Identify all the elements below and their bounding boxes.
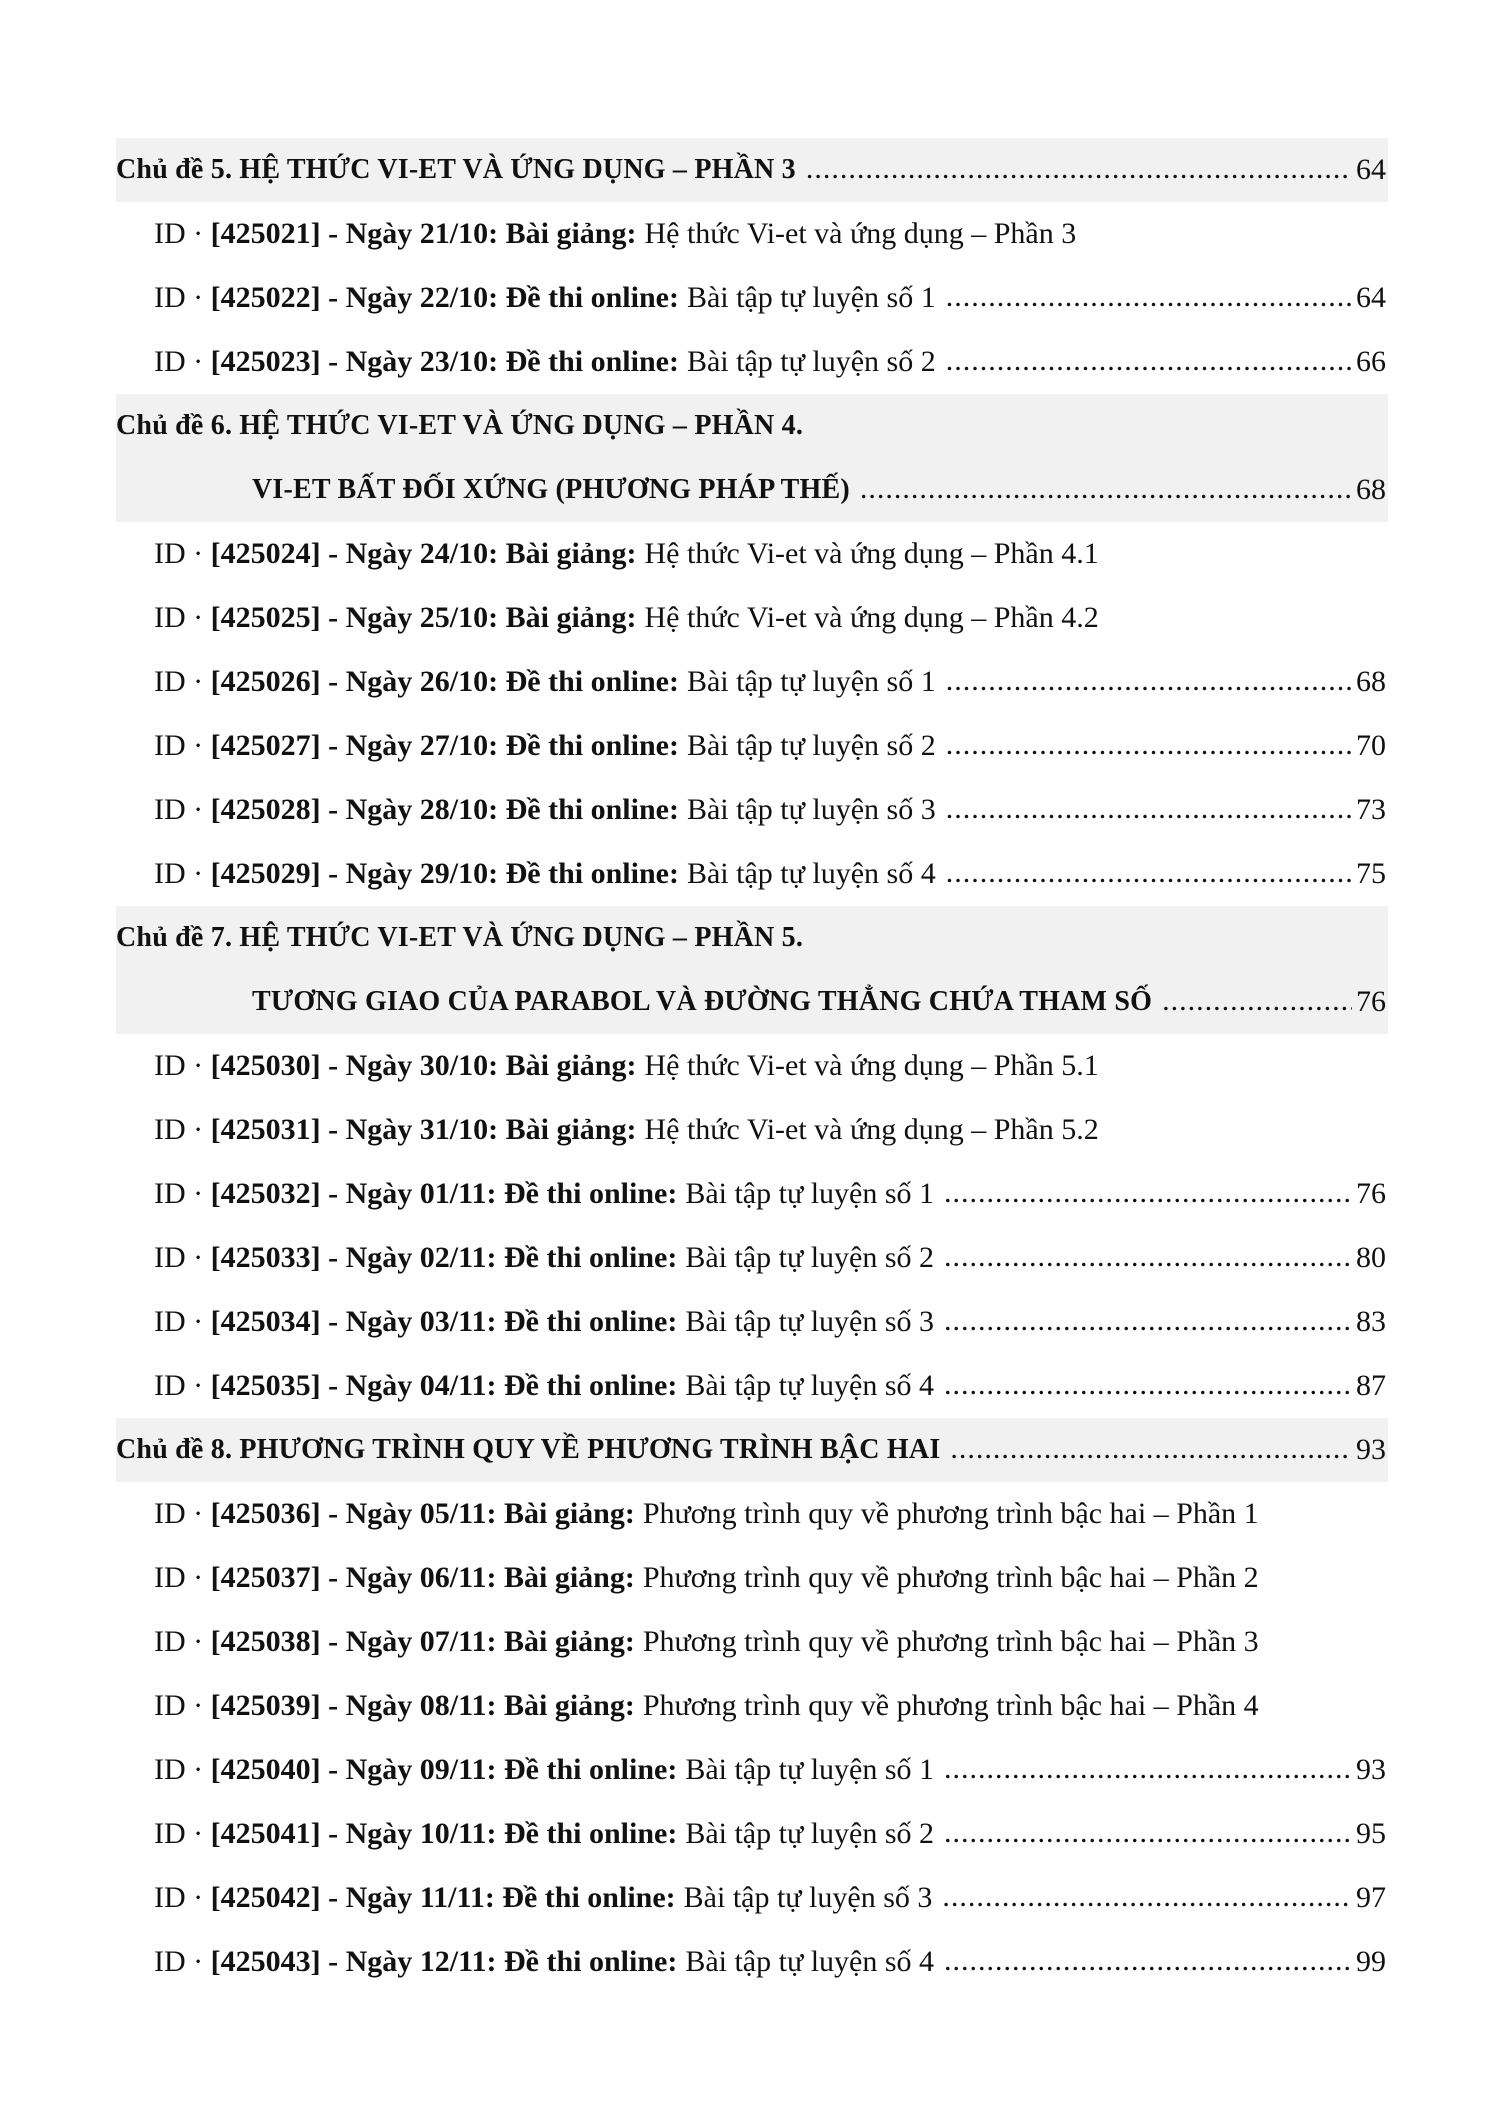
entry-title: Hệ thức Vi-et và ứng dụng – Phần 5.2 [644,1113,1099,1146]
entry-title: Bài tập tự luyện số 3 [683,1881,933,1914]
page-number: 97 [1356,1881,1386,1914]
topic-title: VI-ET BẤT ĐỐI XỨNG (PHƯƠNG PHÁP THẾ) [252,474,850,505]
page-number: 75 [1356,857,1386,890]
entry-id-prefix: ID · [154,281,204,314]
entry-id-prefix: ID · [154,1753,204,1786]
entry-key: [425043] - Ngày 12/11: [210,1945,497,1978]
entry-type-label: Đề thi online: [505,665,679,698]
entry-title: Phương trình quy về phương trình bậc hai – Phần 3 [642,1625,1259,1658]
page-number: 68 [1356,665,1386,698]
topic-title: TƯƠNG GIAO CỦA PARABOL VÀ ĐƯỜNG THẲNG CHỨA THAM SỐ [252,986,1153,1017]
dot-leader [950,1434,1352,1482]
dot-leader [946,858,1352,906]
entry-title: Bài tập tự luyện số 2 [686,729,936,762]
entry-id-prefix: ID · [154,793,204,826]
page-number: 70 [1356,729,1386,762]
toc-topic-heading[interactable] [116,906,1388,970]
toc-entry[interactable] [116,1290,1388,1354]
entry-title: Bài tập tự luyện số 4 [685,1945,935,1978]
entry-type-label: Bài giảng: [505,537,637,570]
dot-leader [946,346,1352,394]
dot-leader [944,1754,1352,1802]
toc-entry[interactable] [116,1354,1388,1418]
entry-type-label: Bài giảng: [505,601,637,634]
entry-id-prefix: ID · [154,1113,204,1146]
toc-entry[interactable] [116,202,1388,266]
entry-id-prefix: ID · [154,729,204,762]
entry-type-label: Đề thi online: [503,1753,678,1786]
topic-title: Chủ đề 6. HỆ THỨC VI-ET VÀ ỨNG DỤNG – PHẦN 4. [116,410,804,441]
entry-id-prefix: ID · [154,1497,204,1530]
entry-id-prefix: ID · [154,537,204,570]
toc-entry[interactable] [116,778,1388,842]
entry-title: Bài tập tự luyện số 4 [685,1369,935,1402]
entry-key: [425037] - Ngày 06/11: [210,1561,497,1594]
entry-title: Bài tập tự luyện số 3 [686,793,936,826]
table-of-contents [116,138,1388,1994]
topic-title: Chủ đề 5. HỆ THỨC VI-ET VÀ ỨNG DỤNG – PHẦN 3 [116,154,796,185]
entry-key: [425027] - Ngày 27/10: [210,729,499,762]
entry-type-label: Bài giảng: [505,217,637,250]
entry-type-label: Bài giảng: [505,1113,637,1146]
dot-leader [944,1818,1352,1866]
dot-leader [946,282,1352,330]
entry-key: [425025] - Ngày 25/10: [210,601,499,634]
entry-type-label: Đề thi online: [503,1305,678,1338]
entry-id-prefix: ID · [154,601,204,634]
toc-entry[interactable] [116,1610,1388,1674]
entry-title: Bài tập tự luyện số 1 [685,1177,935,1210]
entry-id-prefix: ID · [154,1945,204,1978]
page-number: 64 [1356,281,1386,314]
entry-id-prefix: ID · [154,857,204,890]
entry-key: [425031] - Ngày 31/10: [210,1113,499,1146]
toc-entry[interactable] [116,522,1388,586]
entry-id-prefix: ID · [154,1369,204,1402]
entry-key: [425024] - Ngày 24/10: [210,537,499,570]
toc-topic-heading[interactable] [116,1418,1388,1482]
entry-id-prefix: ID · [154,345,204,378]
entry-id-prefix: ID · [154,1625,204,1658]
toc-entry[interactable] [116,714,1388,778]
entry-id-prefix: ID · [154,217,204,250]
toc-entry[interactable] [116,1802,1388,1866]
entry-title: Hệ thức Vi-et và ứng dụng – Phần 4.2 [644,601,1099,634]
entry-key: [425040] - Ngày 09/11: [210,1753,497,1786]
entry-type-label: Đề thi online: [505,857,679,890]
entry-key: [425029] - Ngày 29/10: [210,857,499,890]
page-number: 95 [1356,1817,1386,1850]
page-number: 93 [1356,1753,1386,1786]
page-number: 76 [1356,1177,1386,1210]
entry-key: [425023] - Ngày 23/10: [210,345,499,378]
entry-key: [425041] - Ngày 10/11: [210,1817,497,1850]
page-number: 73 [1356,793,1386,826]
entry-key: [425032] - Ngày 01/11: [210,1177,497,1210]
entry-id-prefix: ID · [154,1241,204,1274]
page-number: 76 [1356,985,1386,1018]
entry-id-prefix: ID · [154,1049,204,1082]
entry-title: Bài tập tự luyện số 1 [686,665,936,698]
entry-type-label: Đề thi online: [503,1177,678,1210]
page-number: 99 [1356,1945,1386,1978]
toc-topic-heading[interactable] [116,138,1388,202]
entry-key: [425033] - Ngày 02/11: [210,1241,497,1274]
toc-topic-subtitle[interactable] [116,970,1388,1034]
dot-leader [944,1306,1352,1354]
topic-title: Chủ đề 7. HỆ THỨC VI-ET VÀ ỨNG DỤNG – PHẦN 5. [116,922,804,953]
entry-title: Bài tập tự luyện số 1 [686,281,936,314]
entry-type-label: Bài giảng: [503,1497,635,1530]
entry-id-prefix: ID · [154,1305,204,1338]
toc-entry[interactable] [116,1226,1388,1290]
page-number: 87 [1356,1369,1386,1402]
entry-title: Bài tập tự luyện số 2 [686,345,936,378]
entry-title: Phương trình quy về phương trình bậc hai – Phần 4 [642,1689,1259,1722]
dot-leader [944,1946,1352,1994]
entry-key: [425036] - Ngày 05/11: [210,1497,497,1530]
entry-title: Bài tập tự luyện số 4 [686,857,936,890]
dot-leader [860,474,1352,522]
dot-leader [944,1178,1352,1226]
entry-id-prefix: ID · [154,1817,204,1850]
dot-leader [944,1370,1352,1418]
entry-type-label: Đề thi online: [503,1945,678,1978]
entry-title: Hệ thức Vi-et và ứng dụng – Phần 4.1 [644,537,1099,570]
entry-type-label: Bài giảng: [505,1049,637,1082]
entry-id-prefix: ID · [154,1177,204,1210]
entry-title: Phương trình quy về phương trình bậc hai – Phần 1 [642,1497,1259,1530]
entry-type-label: Đề thi online: [505,345,679,378]
toc-entry[interactable] [116,1866,1388,1930]
entry-id-prefix: ID · [154,665,204,698]
toc-entry[interactable] [116,1162,1388,1226]
entry-id-prefix: ID · [154,1881,204,1914]
entry-key: [425026] - Ngày 26/10: [210,665,499,698]
toc-entry[interactable] [116,1738,1388,1802]
toc-entry[interactable] [116,650,1388,714]
dot-leader [944,1242,1352,1290]
entry-key: [425042] - Ngày 11/11: [210,1881,495,1914]
topic-title: Chủ đề 8. PHƯƠNG TRÌNH QUY VỀ PHƯƠNG TRÌNH BẬC HAI [116,1434,941,1465]
toc-topic-subtitle[interactable] [116,458,1388,522]
entry-type-label: Đề thi online: [505,281,679,314]
entry-key: [425021] - Ngày 21/10: [210,217,499,250]
entry-type-label: Đề thi online: [502,1881,676,1914]
entry-title: Hệ thức Vi-et và ứng dụng – Phần 3 [644,217,1077,250]
entry-title: Hệ thức Vi-et và ứng dụng – Phần 5.1 [644,1049,1099,1082]
entry-title: Bài tập tự luyện số 1 [685,1753,935,1786]
toc-entry[interactable] [116,266,1388,330]
entry-key: [425035] - Ngày 04/11: [210,1369,497,1402]
entry-title: Bài tập tự luyện số 3 [685,1305,935,1338]
page-number: 68 [1356,473,1386,506]
toc-entry[interactable] [116,842,1388,906]
entry-title: Bài tập tự luyện số 2 [685,1817,935,1850]
page-number: 83 [1356,1305,1386,1338]
toc-entry[interactable] [116,586,1388,650]
entry-type-label: Đề thi online: [503,1817,678,1850]
toc-entry[interactable] [116,1034,1388,1098]
entry-type-label: Đề thi online: [503,1369,678,1402]
dot-leader [942,1882,1352,1930]
toc-entry[interactable] [116,1546,1388,1610]
page-number: 93 [1356,1433,1386,1466]
toc-entry[interactable] [116,1674,1388,1738]
toc-entry[interactable] [116,330,1388,394]
page-number: 64 [1356,153,1386,186]
entry-key: [425022] - Ngày 22/10: [210,281,499,314]
toc-entry[interactable] [116,1482,1388,1546]
entry-key: [425039] - Ngày 08/11: [210,1689,497,1722]
entry-key: [425030] - Ngày 30/10: [210,1049,499,1082]
entry-type-label: Đề thi online: [503,1241,678,1274]
entry-type-label: Đề thi online: [505,793,679,826]
toc-entry[interactable] [116,1930,1388,1994]
entry-key: [425028] - Ngày 28/10: [210,793,499,826]
entry-type-label: Bài giảng: [503,1625,635,1658]
dot-leader [946,666,1352,714]
entry-key: [425034] - Ngày 03/11: [210,1305,497,1338]
toc-entry[interactable] [116,1098,1388,1162]
entry-type-label: Bài giảng: [503,1689,635,1722]
page-number: 80 [1356,1241,1386,1274]
entry-key: [425038] - Ngày 07/11: [210,1625,497,1658]
entry-type-label: Đề thi online: [505,729,679,762]
dot-leader [806,154,1352,202]
entry-id-prefix: ID · [154,1561,204,1594]
entry-id-prefix: ID · [154,1689,204,1722]
dot-leader [1162,986,1352,1034]
entry-type-label: Bài giảng: [503,1561,635,1594]
entry-title: Phương trình quy về phương trình bậc hai – Phần 2 [642,1561,1259,1594]
dot-leader [946,794,1352,842]
page-number: 66 [1356,345,1386,378]
toc-topic-heading[interactable] [116,394,1388,458]
entry-title: Bài tập tự luyện số 2 [685,1241,935,1274]
dot-leader [946,730,1352,778]
